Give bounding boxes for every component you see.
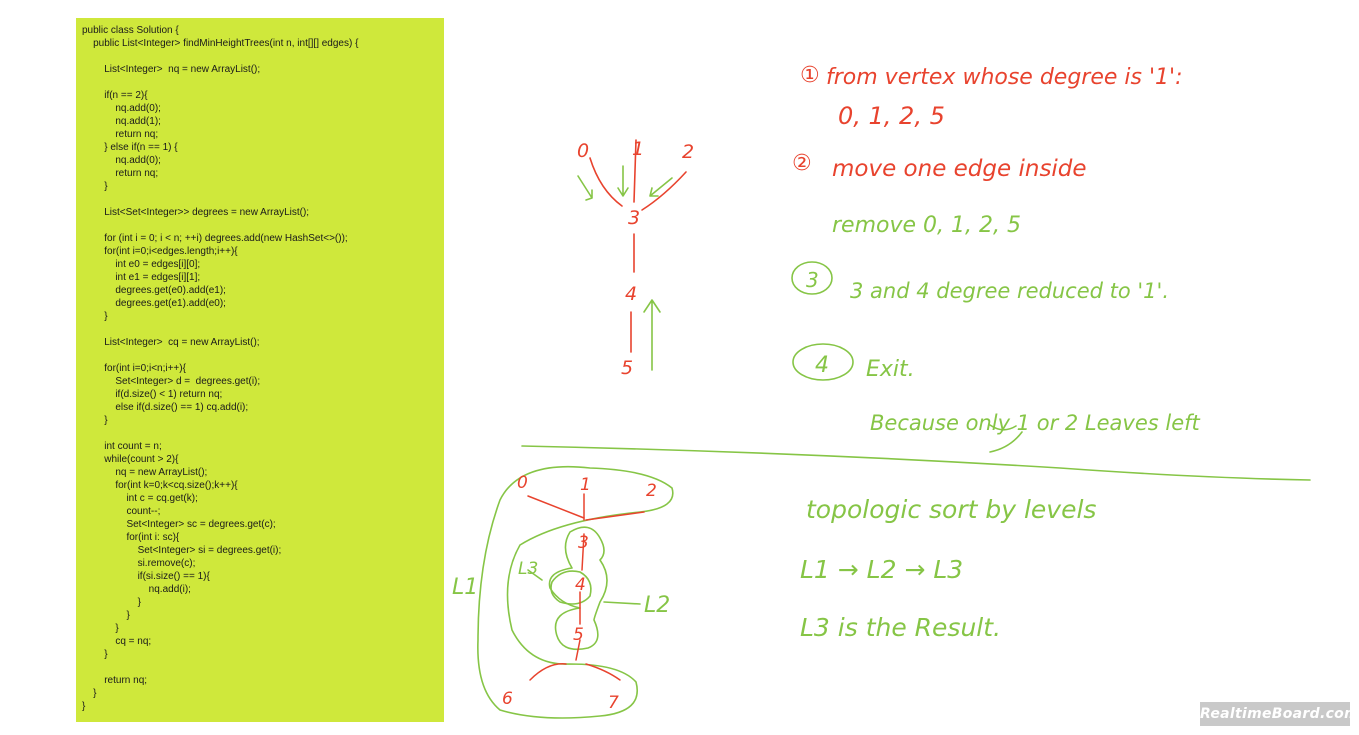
code-line: } [82, 597, 141, 608]
step3-number: 3 [806, 268, 819, 292]
code-line: int count = n; [82, 441, 162, 452]
tree1-node-0: 0 [577, 140, 590, 162]
code-line: nq = new ArrayList(); [82, 467, 208, 478]
code-line: nq.add(0); [82, 155, 161, 166]
realtimeboard-watermark[interactable]: RealtimeBoard.com [1200, 702, 1350, 726]
code-line: Set<Integer> d = degrees.get(i); [82, 376, 261, 387]
edge-0-3 [590, 158, 622, 206]
step1-text: from vertex whose degree is '1': [826, 65, 1183, 90]
tree2-node-5: 5 [573, 625, 584, 645]
code-line: while(count > 2){ [82, 454, 179, 465]
tree1-node-2: 2 [682, 141, 695, 163]
code-line: Set<Integer> sc = degrees.get(c); [82, 519, 276, 530]
code-line: count--; [82, 506, 161, 517]
level-label-L2: L2 [644, 593, 671, 618]
tree1-edges [590, 140, 686, 352]
level-label-L1: L1 [452, 575, 479, 600]
tree2-edges [528, 494, 644, 680]
code-line: else if(d.size() == 1) cq.add(i); [82, 402, 249, 413]
code-line: } [82, 311, 108, 322]
tree2-node-2: 2 [646, 481, 657, 501]
code-line: List<Set<Integer>> degrees = new ArrayList(); [82, 207, 310, 218]
code-line: nq.add(0); [82, 103, 161, 114]
code-line: for(int i=0;i<edges.length;i++){ [82, 246, 238, 257]
code-line: } [82, 649, 108, 660]
tree2-node-6: 6 [502, 689, 513, 709]
code-line: } [82, 181, 108, 192]
level-label-L3: L3 [518, 559, 539, 579]
code-line: public class Solution { [82, 25, 179, 36]
code-line: degrees.get(e0).add(e1); [82, 285, 226, 296]
step1-vertex-list: 0, 1, 2, 5 [838, 102, 945, 130]
code-line: } [82, 688, 97, 699]
code-line: cq = nq; [82, 636, 152, 647]
edge2-2-3 [586, 512, 644, 520]
l2-pointer [604, 602, 640, 604]
tree1-arrows [578, 166, 672, 370]
tree2-node-7: 7 [608, 693, 619, 713]
code-line: degrees.get(e1).add(e0); [82, 298, 226, 309]
code-line: for(int k=0;k<cq.size();k++){ [82, 480, 238, 491]
summary-line-topologic-sort: topologic sort by levels [806, 495, 1097, 524]
code-line: } [82, 623, 119, 634]
code-line: if(si.size() == 1){ [82, 571, 210, 582]
step2-number: ② [792, 151, 812, 176]
tree2-node-0: 0 [517, 473, 528, 493]
divider-line [522, 446, 1310, 480]
tree1-node-4: 4 [625, 283, 638, 305]
code-line: return nq; [82, 129, 159, 140]
code-line: for(int i: sc){ [82, 532, 180, 543]
code-line: } [82, 701, 86, 712]
step1-number: ① [800, 63, 820, 88]
tree1-node-3: 3 [628, 207, 641, 229]
edge2-5-6 [530, 664, 566, 680]
summary-line-levels: L1 → L2 → L3 [800, 555, 964, 584]
code-line: int e0 = edges[i][0]; [82, 259, 201, 270]
code-line: nq.add(i); [82, 584, 191, 595]
step4-text: Exit. [866, 357, 915, 382]
arrow-in-0 [578, 176, 592, 200]
code-line: List<Integer> nq = new ArrayList(); [82, 64, 261, 75]
step4-number: 4 [815, 353, 829, 378]
step2-remove-text: remove 0, 1, 2, 5 [832, 213, 1021, 238]
arrow-in-1 [618, 166, 628, 196]
code-line: for (int i = 0; i < n; ++i) degrees.add(new HashSet<>()); [82, 233, 348, 244]
tree2-node-1: 1 [580, 475, 591, 495]
step2-text: move one edge inside [832, 156, 1087, 182]
tree1-node-5: 5 [621, 357, 634, 379]
code-line: public List<Integer> findMinHeightTrees(int n, int[][] edges) { [82, 38, 359, 49]
code-line: return nq; [82, 168, 159, 179]
summary-line-result: L3 is the Result. [800, 613, 1001, 642]
arrow-in-2 [650, 178, 672, 196]
code-line: } [82, 610, 130, 621]
code-line: } [82, 415, 108, 426]
edge2-0-3 [528, 496, 584, 518]
because-underline-mark [990, 432, 1022, 452]
code-line: for(int i=0;i<n;i++){ [82, 363, 186, 374]
code-line: Set<Integer> si = degrees.get(i); [82, 545, 282, 556]
step3-text: 3 and 4 degree reduced to '1'. [850, 279, 1169, 303]
tree2-node-4: 4 [575, 575, 586, 595]
code-line: int e1 = edges[i][1]; [82, 272, 201, 283]
tree1-node-1: 1 [632, 138, 645, 160]
arrow-up-4 [644, 300, 660, 370]
code-line: List<Integer> cq = new ArrayList(); [82, 337, 260, 348]
tree2-node-3: 3 [578, 533, 589, 553]
code-line: nq.add(1); [82, 116, 161, 127]
code-line: if(d.size() < 1) return nq; [82, 389, 223, 400]
code-line: int c = cq.get(k); [82, 493, 198, 504]
edge-2-3 [642, 172, 686, 210]
code-line: if(n == 2){ [82, 90, 148, 101]
code-line: return nq; [82, 675, 148, 686]
step4-reason-text: Because only 1 or 2 Leaves left [870, 411, 1200, 435]
code-line: si.remove(c); [82, 558, 196, 569]
code-line: } else if(n == 1) { [82, 142, 178, 153]
